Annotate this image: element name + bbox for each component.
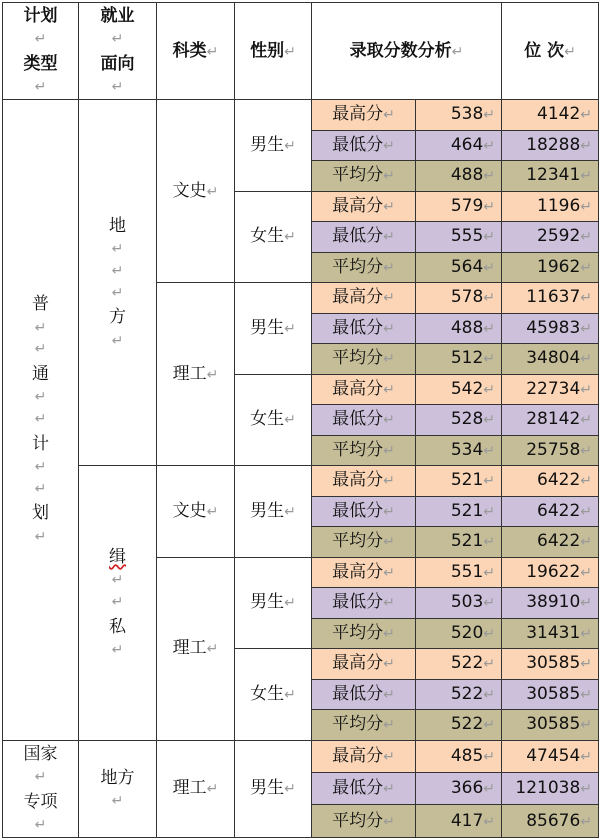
score-label-cell: 最高分↵ — [312, 649, 416, 680]
admission-score-table — [2, 2, 599, 838]
header-rank: 位 次↵ — [502, 3, 599, 100]
employment-cell: 地 ↵ ↵ ↵ 方 ↵ — [79, 100, 157, 466]
plan-type-cell: 普 ↵ ↵ 通 ↵ ↵ 计 ↵ ↵ 划 ↵ — [3, 100, 79, 741]
score-label-cell: 平均分↵ — [312, 435, 416, 466]
score-label-cell: 最低分↵ — [312, 405, 416, 436]
score-value-cell: 538↵ — [416, 100, 502, 131]
score-value-cell: 522↵ — [416, 710, 502, 741]
rank-value-cell: 11637↵ — [502, 283, 599, 314]
score-value-cell: 485↵ — [416, 740, 502, 772]
score-value-cell: 488↵ — [416, 313, 502, 344]
score-label-cell: 平均分↵ — [312, 252, 416, 283]
rank-value-cell: 34804↵ — [502, 344, 599, 375]
score-label-cell: 最高分↵ — [312, 374, 416, 405]
gender-cell: 女生↵ — [235, 649, 312, 741]
score-value-cell: 534↵ — [416, 435, 502, 466]
rank-value-cell: 6422↵ — [502, 496, 599, 527]
score-label-cell: 平均分↵ — [312, 618, 416, 649]
score-label-cell: 最高分↵ — [312, 100, 416, 131]
employment-cell: 地方 ↵ — [79, 740, 157, 837]
header-row — [3, 3, 599, 100]
score-value-cell: 522↵ — [416, 679, 502, 710]
plan-type-cell: 国家 ↵ 专项 ↵ — [3, 740, 79, 837]
score-label-cell: 最高分↵ — [312, 740, 416, 772]
rank-value-cell: 25758↵ — [502, 435, 599, 466]
score-value-cell: 417↵ — [416, 805, 502, 837]
score-value-cell: 512↵ — [416, 344, 502, 375]
score-value-cell: 366↵ — [416, 772, 502, 804]
score-label-cell: 平均分↵ — [312, 805, 416, 837]
rank-value-cell: 121038↵ — [502, 772, 599, 804]
score-label-cell: 最高分↵ — [312, 557, 416, 588]
score-label-cell: 平均分↵ — [312, 161, 416, 192]
rank-value-cell: 19622↵ — [502, 557, 599, 588]
header-gender: 性别↵ — [235, 3, 312, 100]
subject-cell: 理工↵ — [157, 740, 235, 837]
score-label-cell: 最低分↵ — [312, 679, 416, 710]
score-label-cell: 最低分↵ — [312, 130, 416, 161]
score-value-cell: 578↵ — [416, 283, 502, 314]
score-value-cell: 521↵ — [416, 496, 502, 527]
rank-value-cell: 1196↵ — [502, 191, 599, 222]
score-value-cell: 542↵ — [416, 374, 502, 405]
score-label-cell: 平均分↵ — [312, 527, 416, 558]
score-value-cell: 551↵ — [416, 557, 502, 588]
score-value-cell: 521↵ — [416, 466, 502, 497]
rank-value-cell: 30585↵ — [502, 679, 599, 710]
score-value-cell: 464↵ — [416, 130, 502, 161]
gender-cell: 男生↵ — [235, 557, 312, 649]
employment-cell: 缉 ↵ ↵ 私 ↵ — [79, 466, 157, 741]
score-label-cell: 最低分↵ — [312, 588, 416, 619]
rank-value-cell: 85676↵ — [502, 805, 599, 837]
rank-value-cell: 6422↵ — [502, 527, 599, 558]
subject-cell: 理工↵ — [157, 557, 235, 740]
rank-value-cell: 30585↵ — [502, 649, 599, 680]
rank-value-cell: 6422↵ — [502, 466, 599, 497]
score-value-cell: 528↵ — [416, 405, 502, 436]
score-value-cell: 555↵ — [416, 222, 502, 253]
table-row — [3, 466, 599, 497]
score-label-cell: 最高分↵ — [312, 191, 416, 222]
gender-cell: 男生↵ — [235, 740, 312, 837]
score-value-cell: 564↵ — [416, 252, 502, 283]
score-value-cell: 521↵ — [416, 527, 502, 558]
score-label-cell: 最高分↵ — [312, 466, 416, 497]
rank-value-cell: 38910↵ — [502, 588, 599, 619]
score-value-cell: 579↵ — [416, 191, 502, 222]
rank-value-cell: 31431↵ — [502, 618, 599, 649]
rank-value-cell: 1962↵ — [502, 252, 599, 283]
subject-cell: 文史↵ — [157, 100, 235, 283]
rank-value-cell: 45983↵ — [502, 313, 599, 344]
score-value-cell: 503↵ — [416, 588, 502, 619]
score-label-cell: 最高分↵ — [312, 283, 416, 314]
score-value-cell: 522↵ — [416, 649, 502, 680]
header-subject: 科类↵ — [157, 3, 235, 100]
gender-cell: 女生↵ — [235, 374, 312, 466]
rank-value-cell: 22734↵ — [502, 374, 599, 405]
rank-value-cell: 2592↵ — [502, 222, 599, 253]
score-label-cell: 最低分↵ — [312, 222, 416, 253]
score-value-cell: 520↵ — [416, 618, 502, 649]
subject-cell: 理工↵ — [157, 283, 235, 466]
subject-cell: 文史↵ — [157, 466, 235, 558]
rank-value-cell: 18288↵ — [502, 130, 599, 161]
header-score-analysis: 录取分数分析↵ — [312, 3, 502, 100]
score-label-cell: 平均分↵ — [312, 344, 416, 375]
rank-value-cell: 30585↵ — [502, 710, 599, 741]
table-body — [3, 100, 599, 838]
rank-value-cell: 4142↵ — [502, 100, 599, 131]
rank-value-cell: 47454↵ — [502, 740, 599, 772]
score-label-cell: 最低分↵ — [312, 772, 416, 804]
score-label-cell: 最低分↵ — [312, 496, 416, 527]
table-row — [3, 740, 599, 772]
table-row — [3, 100, 599, 131]
header-plan-type: 计划 ↵ 类型 ↵ — [3, 3, 79, 100]
header-employment: 就业 ↵ 面向 ↵ — [79, 3, 157, 100]
rank-value-cell: 12341↵ — [502, 161, 599, 192]
score-value-cell: 488↵ — [416, 161, 502, 192]
gender-cell: 男生↵ — [235, 466, 312, 558]
score-label-cell: 平均分↵ — [312, 710, 416, 741]
gender-cell: 男生↵ — [235, 283, 312, 375]
gender-cell: 男生↵ — [235, 100, 312, 192]
rank-value-cell: 28142↵ — [502, 405, 599, 436]
gender-cell: 女生↵ — [235, 191, 312, 283]
score-label-cell: 最低分↵ — [312, 313, 416, 344]
